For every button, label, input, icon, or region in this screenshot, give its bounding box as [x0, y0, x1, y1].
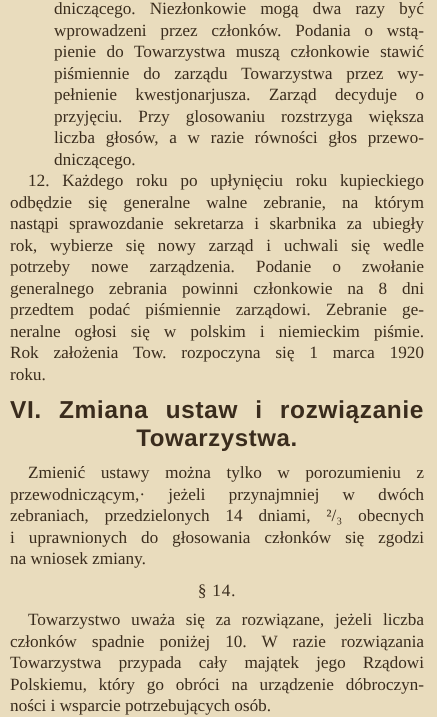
- text-line: liczba głosów, a w razie równości głos przewo-: [54, 128, 424, 147]
- text-line: potrzeby nowe zarządzenia. Podanie o zwołanie: [10, 257, 424, 276]
- text-line: ności i wsparcie potrzebujących osób.: [10, 696, 272, 715]
- text-line: dniczącego.: [54, 149, 136, 169]
- text-line: Towarzystwa przypada cały majątek jego Rządowi: [10, 653, 424, 672]
- text-line: członków spadnie poniżej 10. W razie rozwiązania: [10, 631, 424, 651]
- text-line: i uprawnionych do głosowania członków się zgodzi: [10, 527, 424, 547]
- section-heading: [10, 397, 424, 452]
- text-line: przedtem podać piśmiennie zarządowi. Zebranie ge-: [10, 300, 424, 319]
- text-line: rok, wybierze się nowy zarząd i uchwali się wedle: [10, 235, 424, 255]
- text-line: nastąpi sprawozdanie sekretarza i skarbnika za ubiegły: [10, 214, 424, 233]
- text-line: zebraniach, przedzielonych 14 dniami, ²/₃ obecnych: [10, 506, 424, 525]
- text-line: wprowadzeni przez członków. Podania o wstą-: [54, 20, 424, 40]
- text-line: Rok założenia Tow. rozpoczyna się 1 marca 1920: [10, 343, 424, 362]
- paragraph-dissolution: [10, 609, 424, 717]
- section-heading-line-2: Towarzystwa.: [136, 425, 298, 452]
- text-line: pełnienie kwestjonarjusza. Zarząd decyduje o: [54, 85, 424, 104]
- section-heading-line-1: VI. Zmiana ustaw i rozwiązanie: [10, 397, 424, 424]
- text-line: neralne ogłosi się w polskim i niemieckim piśmie.: [10, 321, 424, 341]
- paragraph-general-meeting: [10, 170, 424, 385]
- text-line: Towarzystwo uważa się za rozwiązane, jeżeli liczba: [28, 610, 424, 629]
- text-line: dniczącego. Niezłonkowie mogą dwa razy być: [54, 0, 424, 18]
- text-line: 12. Każdego roku po upłynięciu roku kupieckiego: [28, 171, 424, 190]
- text-line: roku.: [10, 364, 46, 384]
- text-line: generalnego zebrania powinni członkowie na 8 dni: [10, 278, 424, 298]
- text-line: przewodniczącym,· jeżeli przynajmniej w dwóch: [10, 484, 424, 504]
- text-line: Zmienić ustawy można tylko w porozumieniu z: [28, 463, 424, 482]
- text-line: odbędzie się generalne walne zebranie, na którym: [10, 192, 424, 212]
- paragraph-membership: [10, 0, 424, 170]
- text-line: pienie do Towarzystwa muszą członkowie stawić: [54, 42, 424, 61]
- text-line: piśmiennie do zarządu Towarzystwa przez wy-: [54, 63, 424, 83]
- text-line: na wniosek zmiany.: [10, 549, 146, 568]
- text-line: Polskiemu, który go obróci na urządzenie dóbroczyn-: [10, 674, 424, 694]
- text-line: przyjęciu. Przy glosowaniu rozstrzyga większa: [54, 106, 424, 126]
- paragraph-statute-change: [10, 462, 424, 570]
- section-number: § 14.: [197, 580, 237, 600]
